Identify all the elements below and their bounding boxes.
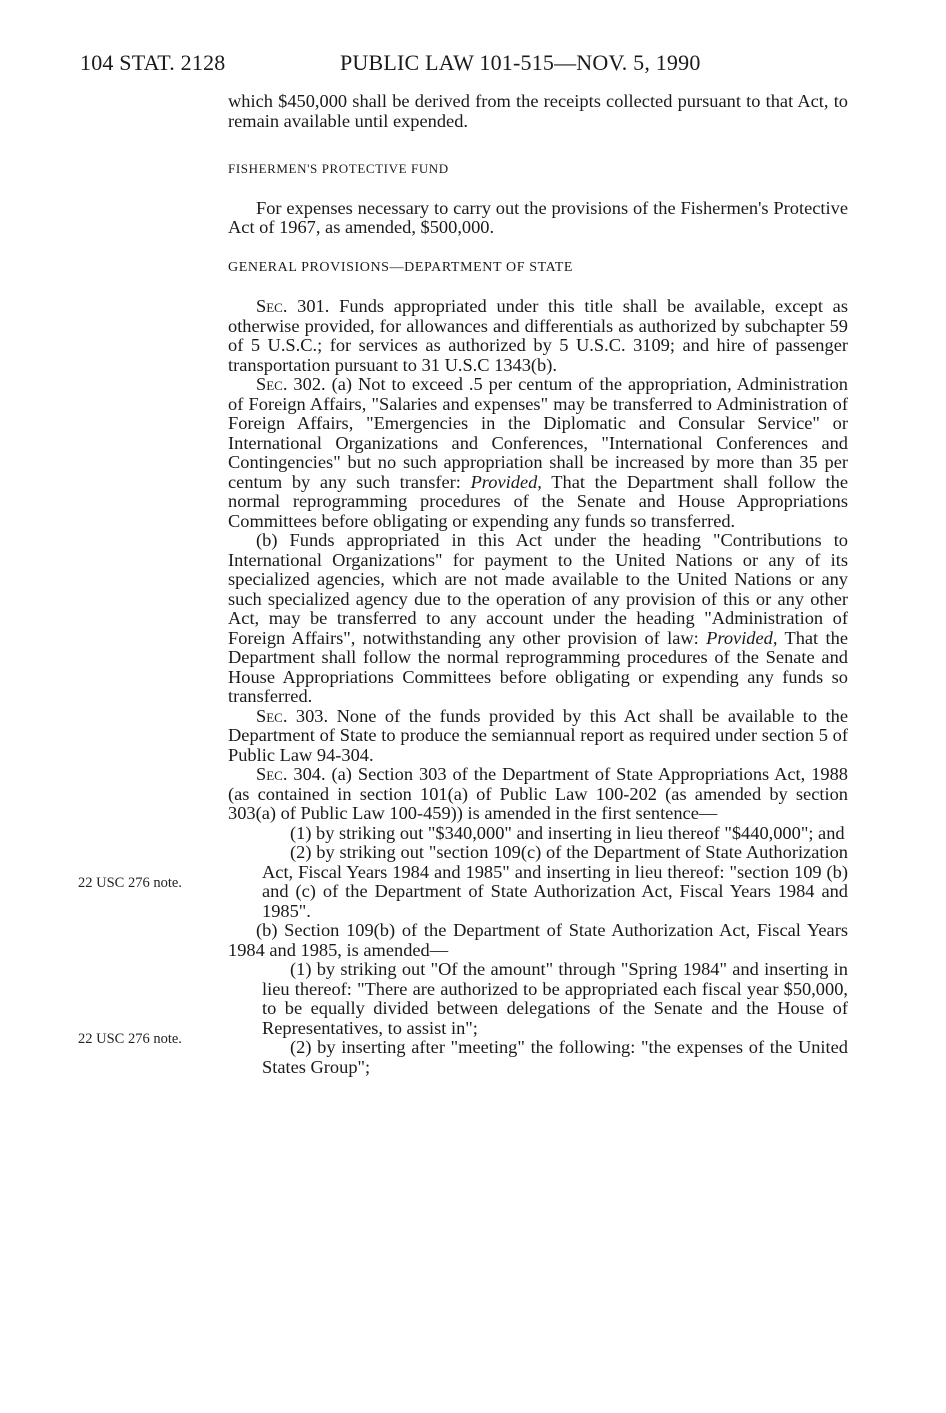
sec-303-text: 303. None of the funds provided by this Act shall be available to the Department of State to produce the semiannual report as required under section 5 of Public Law 94-304. (228, 705, 848, 765)
sec-302a-text-cont: That the Department shall follow the normal reprogramming procedures of the Senate and House Appropriations Committees before obligating or expending any funds so transferred. (228, 471, 848, 531)
sec-302a-paragraph (228, 375, 848, 531)
sec-label: Sec. (256, 705, 288, 726)
sec-302b-text-cont: That the Department shall follow the normal reprogramming procedures of the Senate and House Appropriations Committees before obligating or expending any funds so transferred. (228, 627, 848, 706)
sec-label: Sec. (256, 764, 288, 784)
sec-label: Sec. (256, 296, 288, 316)
sec-304a-item-1: (1) by striking out "$340,000" and inserting in lieu thereof "$440,000"; and (290, 822, 845, 843)
sec-304b-paragraph: (b) Section 109(b) of the Department of State Authorization Act, Fiscal Years 1984 and 1985, is amended— (228, 920, 848, 960)
fund-heading: FISHERMEN'S PROTECTIVE FUND (228, 161, 449, 176)
sec-301-text: 301. Funds appropriated under this title shall be available, except as otherwise provided, for allowances and differentials as authorized by subchapter 59 of 5 U.S.C.; for services as authorized by 5 U.S.C. 3109; and hire of passenger transportation pursuant to 31 U.S.C 1343(b). (228, 296, 848, 375)
margin-note-2: 22 USC 276 note. (78, 1031, 182, 1047)
sec-304a-text: 304. (a) Section 303 of the Department of State Appropriations Act, 1988 (as contained in section 101(a) of Public Law 100-202 (as amended by section 303(a) of Public Law 100-459)) is amended in the first sentence— (228, 764, 848, 823)
sec-302b-paragraph (228, 531, 848, 707)
provided-italic: Provided, (470, 471, 542, 492)
provided-italic: Provided, (706, 627, 778, 648)
fund-paragraph: For expenses necessary to carry out the provisions of the Fishermen's Protective Act of 1967, as amended, $500,000. (228, 197, 848, 237)
sec-301-paragraph (228, 297, 848, 375)
page-header (80, 50, 860, 80)
sec-303-paragraph (228, 707, 848, 766)
sec-304b-item-2: (2) by inserting after "meeting" the following: "the expenses of the United States Group"; (262, 1037, 848, 1077)
law-title: PUBLIC LAW 101-515—NOV. 5, 1990 (340, 50, 701, 75)
sec-304a-paragraph (228, 765, 848, 824)
document-body (228, 92, 848, 1077)
opening-paragraph: which $450,000 shall be derived from the receipts collected pursuant to that Act, to remain available until expended. (228, 91, 848, 131)
stat-reference: 104 STAT. 2128 (80, 50, 226, 75)
sec-304b-item-1: (1) by striking out "Of the amount" through "Spring 1984" and inserting in lieu thereof: "There are authorized to be appropriated each fiscal year $50,000, to be equally divided between delegations of the Senate and the House of Representatives, to assist in"; (262, 959, 848, 1038)
sec-302a-text: 302. (a) Not to exceed .5 per centum of the appropriation, Administration of Foreign Affairs, "Salaries and expenses" may be transferred to Administration of Foreign Affairs, "Emergencies in the Diplomatic and Consular Service" or International Organizations and Conferences, "International Conferences and Contingencies" but no such appropriation shall be increased by more than 35 per centum by any such transfer: (228, 374, 848, 492)
sec-label: Sec. (256, 374, 288, 394)
provisions-heading: GENERAL PROVISIONS—DEPARTMENT OF STATE (228, 259, 574, 275)
sec-302b-text: (b) Funds appropriated in this Act under the heading "Contributions to International Organizations" for payment to the United Nations or any of its specialized agencies, which are not made available to the United Nations or any such specialized agency due to the operation of any provision of this or any other Act, may be transferred to any account under the heading "Administration of Foreign Affairs", notwithstanding any other provision of law: (228, 530, 848, 648)
sec-304a-item-2: (2) by striking out "section 109(c) of the Department of State Authorization Act, Fiscal Years 1984 and 1985" and inserting in lieu thereof: "section 109 (b) and (c) of the Department of State Authorization Act, Fiscal Years 1984 and 1985". (262, 842, 848, 921)
margin-note-1: 22 USC 276 note. (78, 875, 182, 891)
